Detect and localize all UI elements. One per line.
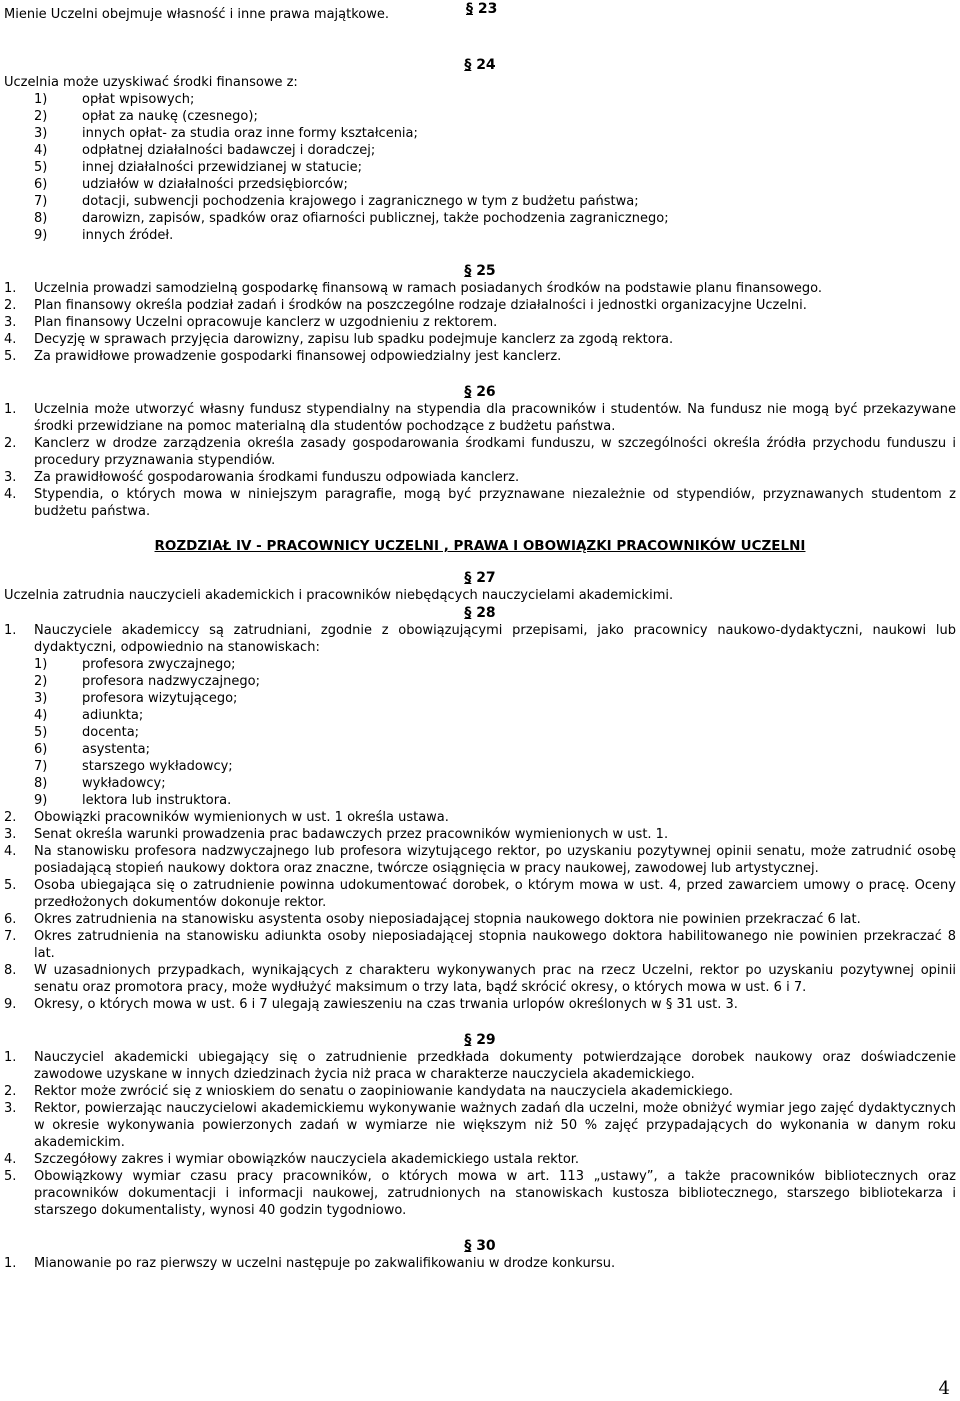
- list-item: 7. Okres zatrudnienia na stanowisku adiunkta osoby nieposiadającej stopnia naukowego doktora habilitowanego nie powinien przekraczać 8 lat.: [4, 929, 956, 961]
- list-item: 9) lektora lub instruktora.: [34, 793, 232, 808]
- list-item: 5) docenta;: [34, 725, 140, 740]
- list-item: 1) opłat wpisowych;: [34, 92, 195, 107]
- page-number: 4: [938, 1378, 950, 1399]
- list-item: 4) adiunkta;: [34, 708, 144, 723]
- list-item: 1) profesora zwyczajnego;: [34, 657, 236, 672]
- list-item: 1. Uczelnia może utworzyć własny fundusz stypendialny na stypendia dla pracowników i studentów. Na fundusz nie mogą być przekazywane środki przewidziane na pomoc materialną dla studentów pochodzące z budżetu państwa.: [4, 402, 956, 434]
- list-item: 3) innych opłat- za studia oraz inne formy kształcenia;: [34, 126, 418, 141]
- section-28-list: [4, 809, 956, 1013]
- section-29-heading: § 29: [464, 1032, 496, 1048]
- section-26-heading: § 26: [464, 384, 496, 400]
- list-item: 6. Okres zatrudnienia na stanowisku asystenta osoby nieposiadającej stopnia naukowego doktora nie powinien przekraczać 6 lat.: [4, 912, 861, 927]
- list-item: 3. Rektor, powierzając nauczycielowi akademickiemu wykonywanie ważnych zadań dla uczelni, może obniżyć wymiar jego zajęć dydaktycznych w okresie wykonywania powierzonych zadań w wymiarze nie większym niż 50 % zajęć przypadających do wykonania w danym roku akademickim.: [4, 1101, 956, 1150]
- section-25-heading: § 25: [464, 263, 496, 279]
- list-item: 5) innej działalności przewidzianej w statucie;: [34, 160, 362, 175]
- section-24-list: [4, 91, 956, 244]
- list-item: 8) wykładowcy;: [34, 776, 166, 791]
- positions-list: [4, 656, 956, 809]
- list-item: 1. Mianowanie po raz pierwszy w uczelni następuje po zakwalifikowaniu w drodze konkursu.: [4, 1256, 616, 1271]
- list-item: 7) dotacji, subwencji pochodzenia krajowego i zagranicznego w tym z budżetu państwa;: [34, 194, 639, 209]
- top-row: [4, 1, 956, 24]
- section-24-intro: Uczelnia może uzyskiwać środki finansowe z:: [4, 75, 298, 90]
- list-item: 3. Za prawidłowość gospodarowania środkami funduszu odpowiada kanclerz.: [4, 470, 520, 485]
- chapter-heading: ROZDZIAŁ IV - PRACOWNICY UCZELNI , PRAWA I OBOWIĄZKI PRACOWNIKÓW UCZELNI: [154, 538, 806, 554]
- list-item: 4. Szczegółowy zakres i wymiar obowiązków nauczyciela akademickiego ustala rektor.: [4, 1152, 580, 1167]
- section-25-list: [4, 280, 956, 365]
- section-27-text: Uczelnia zatrudnia nauczycieli akademickich i pracowników niebędących nauczycielami akademickimi.: [4, 588, 674, 603]
- list-item: 1. Nauczyciele akademiccy są zatrudniani, zgodnie z obowiązującymi przepisami, jako pracownicy naukowo-dydaktyczni, naukowi lub dydaktyczni, odpowiednio na stanowiskach:: [4, 623, 956, 655]
- section-28-heading: § 28: [464, 605, 496, 621]
- section-30-heading: § 30: [464, 1238, 496, 1254]
- list-item: 5. Obowiązkowy wymiar czasu pracy pracowników, o których mowa w art. 113 „ustawy”, a także pracowników bibliotecznych oraz pracowników dokumentacji i informacji naukowej, zatrudnionych na stanowiskach kustosza bibliotecznego, starszego bibliotekarza i starszego dokumentalisty, wynosi 40 godzin tygodniowo.: [4, 1169, 956, 1218]
- list-item: 1. Nauczyciel akademicki ubiegający się o zatrudnienie przedkłada dokumenty potwierdzające dorobek naukowy oraz doświadczenie zawodowe uzyskane w innych dziedzinach życia niż praca w charakterze nauczyciela akademickiego.: [4, 1050, 956, 1082]
- section-26-list: [4, 401, 956, 520]
- list-item: 4) odpłatnej działalności badawczej i doradczej;: [34, 143, 376, 158]
- list-item: 7) starszego wykładowcy;: [34, 759, 233, 774]
- section-23-heading: § 23: [466, 1, 498, 17]
- list-item: 8) darowizn, zapisów, spadków oraz ofiarności publicznej, także pochodzenia zagranicznego;: [34, 211, 669, 226]
- list-item: 2) profesora nadzwyczajnego;: [34, 674, 260, 689]
- list-item: 6) asystenta;: [34, 742, 150, 757]
- list-item: 3) profesora wizytującego;: [34, 691, 238, 706]
- list-item: 2. Obowiązki pracowników wymienionych w ust. 1 określa ustawa.: [4, 810, 449, 825]
- list-item: 5. Osoba ubiegająca się o zatrudnienie powinna udokumentować dorobek, o którym mowa w ust. 4, przed zawarciem umowy o pracę. Oceny przedłożonych dokumentów dokonuje rektor.: [4, 878, 956, 910]
- list-item: 9) innych źródeł.: [34, 228, 174, 243]
- list-item: 3. Senat określa warunki prowadzenia prac badawczych przez pracowników wymienionych w ust. 1.: [4, 827, 669, 842]
- list-item: 4. Na stanowisku profesora nadzwyczajnego lub profesora wizytującego rektor, po uzyskaniu pozytywnej opinii senatu, może zatrudnić osobę posiadającą stopień naukowy doktora oraz znaczne, twórcze osiągnięcia w pracy naukowej, zawodowej lub artystycznej.: [4, 844, 956, 876]
- section-30-list: [4, 1255, 956, 1272]
- document-page: [4, 0, 956, 1401]
- list-item: 5. Za prawidłowe prowadzenie gospodarki finansowej odpowiedzialny jest kanclerz.: [4, 349, 562, 364]
- top-line: Mienie Uczelni obejmuje własność i inne prawa majątkowe.: [4, 7, 390, 22]
- list-item: 2. Kanclerz w drodze zarządzenia określa zasady gospodarowania środkami funduszu, w szczególności określa źródła przychodu funduszu i procedury przyznawania stypendiów.: [4, 436, 956, 468]
- list-item: 4. Decyzję w sprawach przyjęcia darowizny, zapisu lub spadku podejmuje kanclerz za zgodą rektora.: [4, 332, 674, 347]
- list-item: 9. Okresy, o których mowa w ust. 6 i 7 ulegają zawieszeniu na czas trwania urlopów określonych w § 31 ust. 3.: [4, 997, 738, 1012]
- list-item: 6) udziałów w działalności przedsiębiorców;: [34, 177, 348, 192]
- list-item: 3. Plan finansowy Uczelni opracowuje kanclerz w uzgodnieniu z rektorem.: [4, 315, 498, 330]
- list-item: 8. W uzasadnionych przypadkach, wynikających z charakteru wykonywanych prac na rzecz Uczelni, rektor po uzyskaniu pozytywnej opinii senatu oraz promotora pracy, może wydłużyć maksimum o trzy lata, bądź skrócić okresy, o których mowa w ust. 6 i 7.: [4, 963, 956, 995]
- list-item: 4. Stypendia, o których mowa w niniejszym paragrafie, mogą być przyznawane niezależnie od stypendiów, przyznawanych studentom z budżetu państwa.: [4, 487, 956, 519]
- list-item: 1. Uczelnia prowadzi samodzielną gospodarkę finansową w ramach posiadanych środków na podstawie planu finansowego.: [4, 281, 823, 296]
- list-item: 2. Plan finansowy określa podział zadań i środków na poszczególne rodzaje działalności i jednostki organizacyjne Uczelni.: [4, 298, 807, 313]
- list-item: 2. Rektor może zwrócić się z wnioskiem do senatu o zaopiniowanie kandydata na nauczyciela akademickiego.: [4, 1084, 733, 1099]
- section-29-list: [4, 1049, 956, 1219]
- list-item: 2) opłat za naukę (czesnego);: [34, 109, 258, 124]
- section-24-heading: § 24: [464, 57, 496, 73]
- section-27-heading: § 27: [464, 570, 496, 586]
